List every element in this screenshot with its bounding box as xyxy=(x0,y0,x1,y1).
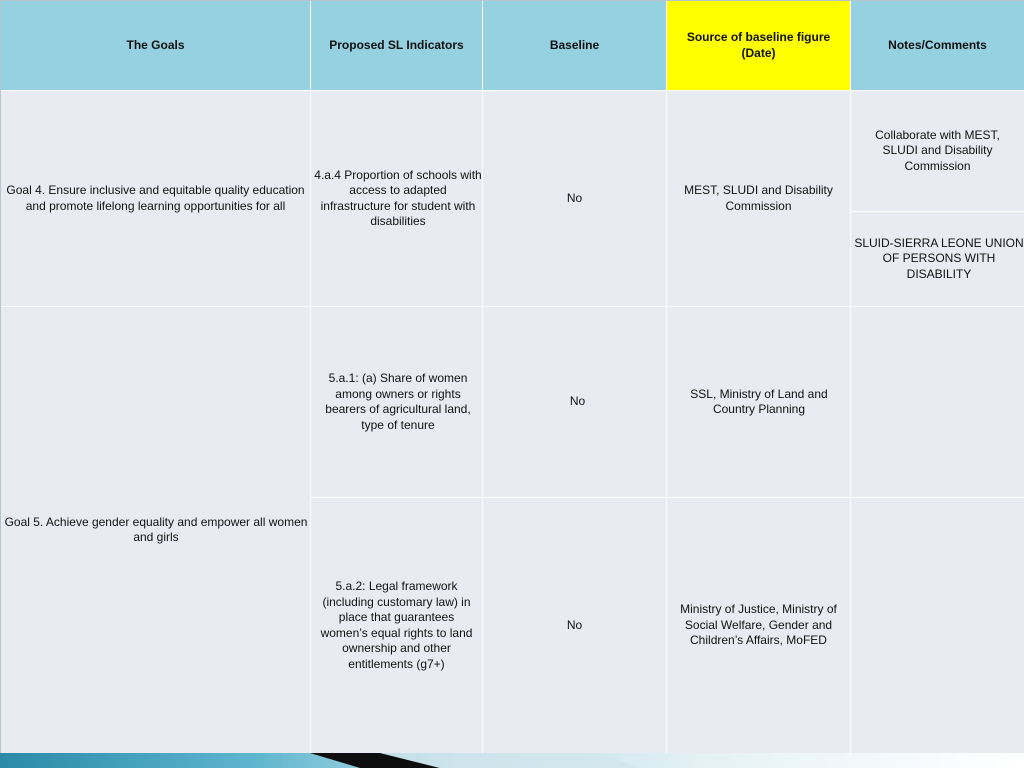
source-cell xyxy=(667,307,851,498)
indicator-cell xyxy=(311,498,483,754)
source-5a2-text: Ministry of Justice, Ministry of Social Welfare, Gender and Children’s Affairs, MoFED xyxy=(680,602,837,648)
indicator-5a1-text: 5.a.1: (a) Share of women among owners or rights bearers of agricultural land, type of tenure xyxy=(325,371,471,432)
source-5a1-text: SSL, Ministry of Land and Country Planning xyxy=(690,386,828,416)
header-indicators: Proposed SL Indicators xyxy=(311,1,483,91)
header-baseline: Baseline xyxy=(483,1,667,91)
table-row xyxy=(1,91,1024,212)
baseline-cell: No xyxy=(483,91,667,307)
header-source xyxy=(667,1,851,91)
indicator-5a2-text: 5.a.2: Legal framework (including customary law) in place that guarantees women’s equal rights to land ownership and other entitlements (g7+) xyxy=(320,579,473,671)
header-row xyxy=(1,1,1024,91)
table-row xyxy=(1,307,1024,498)
header-notes: Notes/Comments xyxy=(851,1,1024,91)
footer-band-graphic xyxy=(0,753,1024,768)
indicator-cell xyxy=(311,307,483,498)
goal-4-text: Goal 4. Ensure inclusive and equitable quality education and promote lifelong learning opportunities for all xyxy=(6,183,305,213)
source-cell xyxy=(667,498,851,754)
indicator-4a4-text: 4.a.4 Proportion of schools with access to adapted infrastructure for student with disabilities xyxy=(314,167,482,228)
footer-decoration xyxy=(0,753,1024,768)
baseline-5a1-text: No xyxy=(569,394,586,409)
notes-cell xyxy=(851,91,1024,212)
header-source-label: Source of baseline figure (Date) xyxy=(686,30,831,60)
goal-cell xyxy=(1,91,311,307)
notes-4a4-sluid-text: SLUID-SIERRA LEONE UNION OF PERSONS WITH DISABILITY xyxy=(854,235,1024,281)
goal-5-text: Goal 5. Achieve gender equality and empower all women and girls xyxy=(4,514,308,544)
notes-cell xyxy=(851,212,1024,307)
source-cell xyxy=(667,91,851,307)
header-goals: The Goals xyxy=(1,1,311,91)
notes-cell xyxy=(851,498,1024,754)
notes-cell xyxy=(851,307,1024,498)
baseline-cell: No xyxy=(483,498,667,754)
baseline-cell xyxy=(483,307,667,498)
notes-4a4-collaborate-text: Collaborate with MEST, SLUDI and Disability Commission xyxy=(875,127,1000,173)
indicator-cell xyxy=(311,91,483,307)
goal-cell xyxy=(1,307,311,754)
source-4a4-text: MEST, SLUDI and Disability Commission xyxy=(684,183,833,213)
